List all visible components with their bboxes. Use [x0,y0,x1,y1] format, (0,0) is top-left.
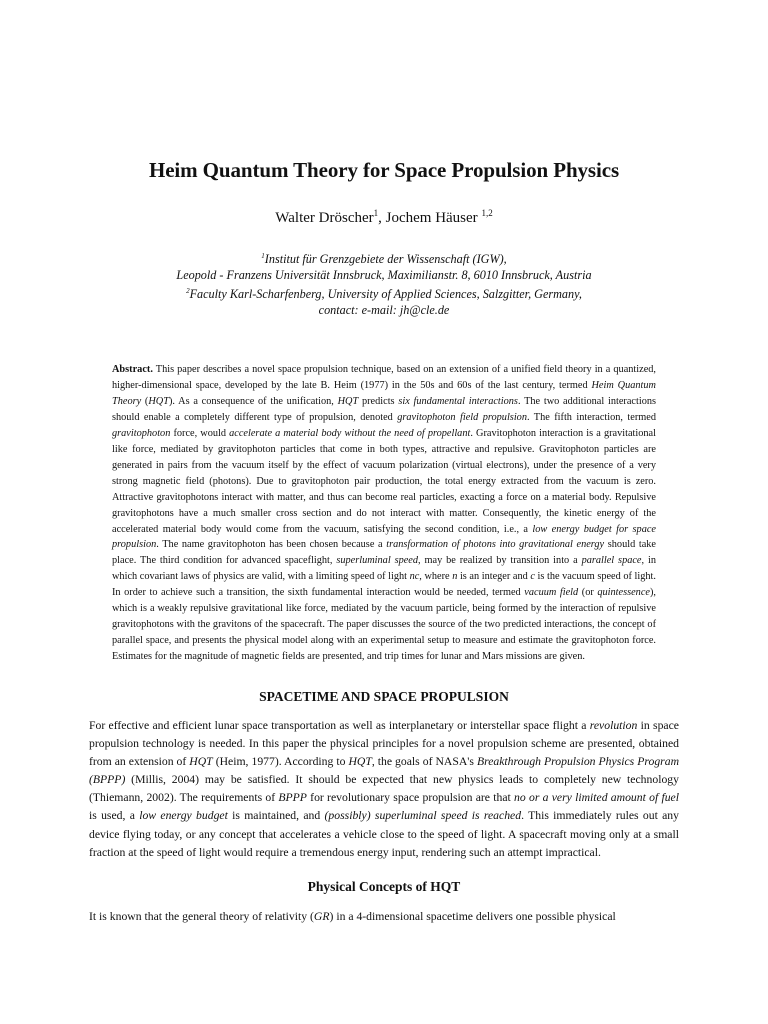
author-separator: , [378,210,386,226]
body-paragraph [89,717,679,862]
contact-line: contact: e-mail: jh@cle.de [318,302,450,317]
author-affil-mark: 1,2 [481,208,493,218]
body-emph: BPPP [278,791,307,805]
abstract-emph: superluminal speed [336,555,419,567]
abstract-text: . The name gravitophoton has been chosen because a [156,539,387,551]
abstract-text: (or [578,587,598,599]
body-emph: HQT [189,755,213,769]
affiliations [0,249,768,318]
abstract-emph: low energy budget for space propulsion [112,523,656,551]
body-emph: no or a very limited amount of fuel [514,791,679,805]
abstract-text: force, would [170,427,230,439]
abstract-emph: transformation of photons into gravitational energy [386,539,605,551]
abstract-emph: Heim Quantum Theory [112,379,656,407]
affiliation-line: Leopold - Franzens Universität Innsbruck, Maximilianstr. 8, 6010 Innsbruck, Austria [176,267,592,282]
body-text: ) in a 4-dimensional spacetime delivers one possible physical [329,910,616,923]
abstract-text: . The two additional interactions should enable a completely different type of propulsion, denoted [112,395,656,423]
abstract-text: . The fifth interaction, termed [526,411,656,423]
abstract-emph: gravitophoton field propulsion [397,411,527,423]
abstract-text: ), which is a weakly repulsive gravitational like force, mediated by the vacuum particle, being formed by the interaction of repulsive gravitophotons with the gravitons of the spacecraft. The paper discusses the source of the two predicted interactions, the concept of parallel space, and presents the physical model along with an experimental setup to measure and estimate the gravitophoton force. Estimates for the magnitude of magnetic fields are presented, and trip times for lunar and Mars missions are given. [112,587,656,663]
affiliation-text: Institut für Grenzgebiete der Wissenschaft (IGW), [264,252,507,267]
abstract-emph: gravitophoton [112,427,171,439]
body-emph: HQT [348,755,372,769]
abstract-text: This paper describes a novel space propulsion technique, based on an extension of a unified field theory in a quantized, higher-dimensional space, developed by the late B. Heim (1977) in the 50s and 60s of the last century, termed [112,364,656,391]
author-affil-mark: 1 [373,208,379,218]
abstract-label: Abstract. [112,364,153,375]
affiliation-line [0,284,768,303]
abstract-emph: nc [409,571,420,583]
abstract-text: , where [419,571,453,583]
abstract-text: , in which covariant laws of physics are valid, with a limiting speed of light [112,555,656,583]
affiliation-line [0,249,768,268]
body-emph: low energy budget [139,809,228,823]
body-text: for revolutionary space propulsion are that [306,791,515,805]
affil-mark: 1 [261,252,265,260]
body-emph: Breakthrough Propulsion Physics Program (BPPP) [89,755,680,787]
abstract-text: ( [141,395,149,407]
body-emph: revolution [589,719,638,732]
abstract-text: predicts [358,395,399,407]
abstract-paragraph [112,362,656,665]
abstract-text: , may be realized by transition into a [418,555,582,567]
abstract-emph: quintessence [597,587,650,599]
abstract-emph: vacuum field [524,587,579,599]
author-line [0,208,768,227]
abstract-emph: accelerate a material body without the need of propellant [229,427,471,439]
body-text: It is known that the general theory of relativity ( [89,910,314,923]
body-text: is used, a [89,809,140,823]
abstract-emph: parallel space [581,555,642,567]
body-text: in space propulsion technology is needed. In this paper the physical principles for a novel propulsion scheme are presented, obtained from an extension of [89,719,679,769]
abstract-text: is an integer and [457,571,531,583]
section-heading: SPACETIME AND SPACE PROPULSION [259,689,509,704]
body-paragraph [89,908,679,926]
paper-title: Heim Quantum Theory for Space Propulsion Physics [148,158,620,182]
author-name: Jochem Häuser [385,210,482,226]
abstract-text: ). As a consequence of the unification, [168,395,338,407]
body-text: For effective and efficient lunar space transportation as well as interplanetary or interstellar space flight a [89,719,590,732]
body-emph: (possibly) superluminal speed is reached [324,809,522,823]
affil-mark: 2 [186,286,190,295]
body-text: is maintained, and [227,809,325,823]
body-text: . This immediately rules out any device flying today, or any concept that accelerates a vehicle close to the speed of light. A spacecraft moving only at a small fraction at the speed of light would require a tremendous energy input, rendering such an attempt impractical. [89,809,679,859]
abstract-emph: HQT [337,395,359,407]
abstract-text: is the vacuum speed of light. In order to achieve such a transition, the sixth fundamental interaction would be needed, termed [112,571,656,599]
body-text: (Millis, 2004) may be satisfied. It should be expected that new physics leads to completely new technology (Thiemann, 2002). The requirements of [89,773,679,805]
abstract-emph: n [452,571,458,583]
abstract-emph: six fundamental interactions [398,395,518,407]
body-text: (Heim, 1977). According to [212,755,349,769]
affiliation-text: Faculty Karl-Scharfenberg, University of Applied Sciences, Salzgitter, Germany, [189,286,582,301]
abstract-text: . Gravitophoton interaction is a gravitational like force, mediated by gravitophoton particles that come in both types, attractive and repulsive. Gravitophoton particles are generated in pairs from the vacuum itself by the effect of vacuum polarization (virtual electrons), under the presence of a very strong magnetic field (photons). Due to gravitophoton pair production, the total energy extracted from the vacuum is zero. Attractive gravitophotons interact with matter, and thus can become real particles, exacting a force on a material body. Repulsive gravitophotons have a much smaller cross section and do not interact with matter. Consequently, the kinetic energy of the accelerated material body would come from the vacuum, satisfying the second condition, i.e., a [112,427,656,535]
subsection-heading: Physical Concepts of HQT [307,879,461,894]
abstract-text: should take place. The third condition for advanced spaceflight, [112,539,656,567]
body-emph: GR [313,910,330,923]
body-text: , the goals of NASA's [371,755,477,769]
abstract-emph: c [530,571,535,583]
author-name: Walter Dröscher [275,210,374,226]
abstract-emph: HQT [148,395,169,407]
